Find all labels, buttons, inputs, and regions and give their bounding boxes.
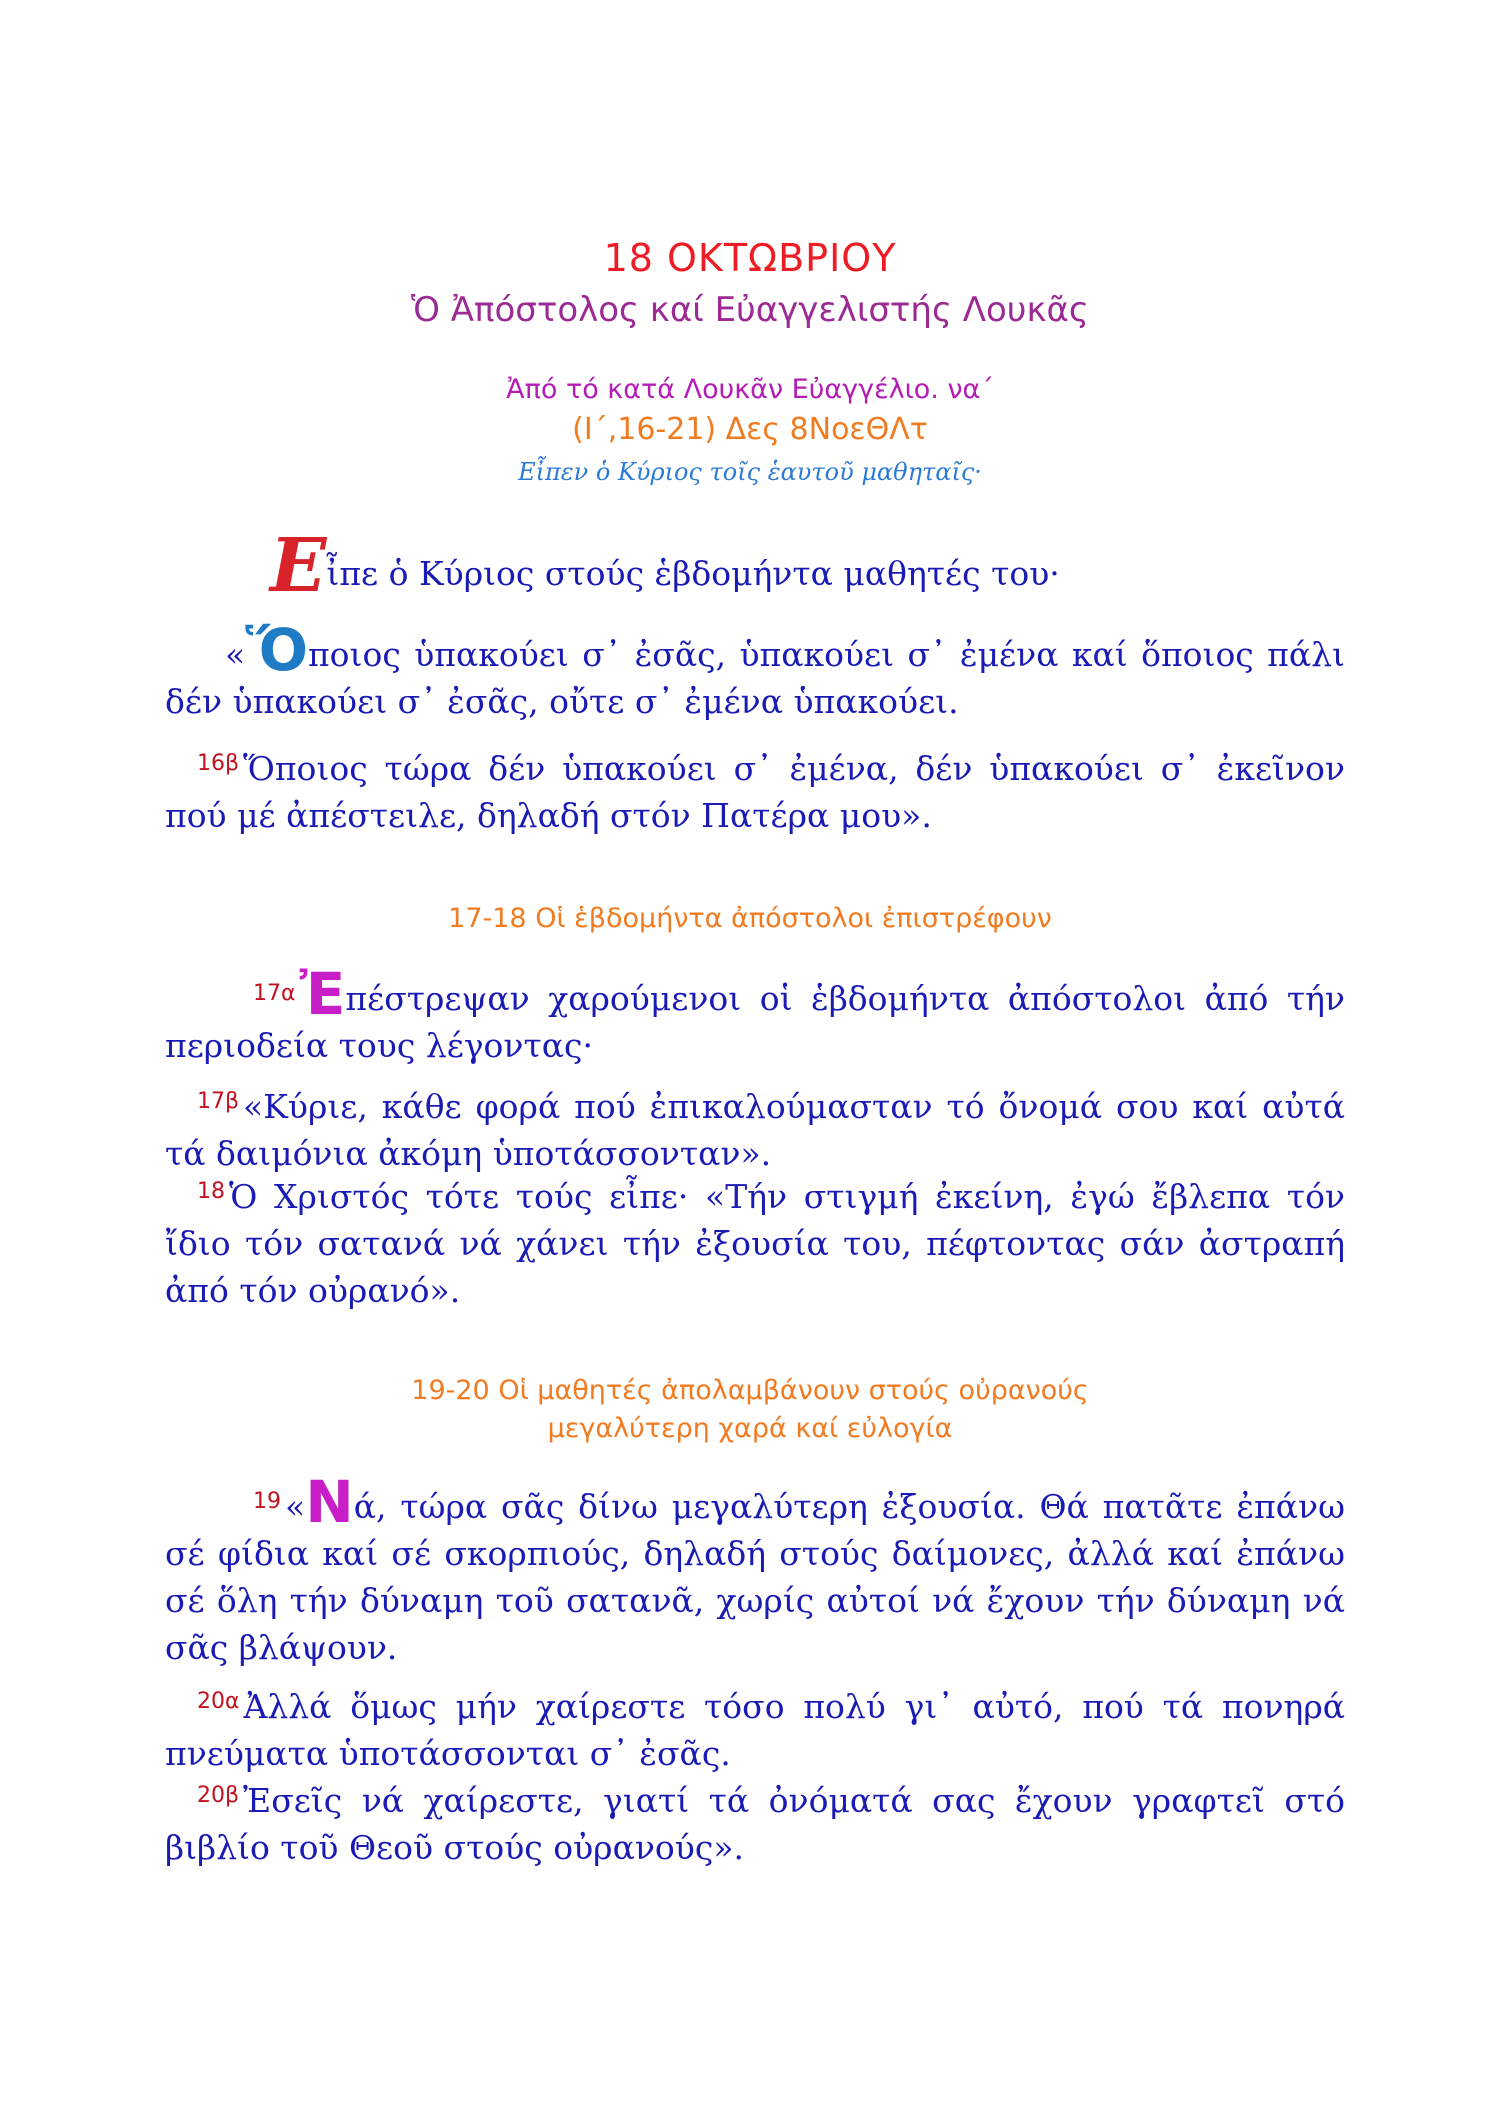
scripture-reference: (Ι΄,16-21) Δες 8ΝοεΘΛτ	[572, 412, 928, 447]
drop-initial: Ν	[305, 1468, 354, 1536]
incipit-line: Εἶπεν ὁ Κύριος τοῖς ἑαυτοῦ μαθηταῖς·	[518, 458, 982, 486]
verse-number: 20α	[197, 1689, 240, 1714]
paragraph-verse-16a	[165, 616, 1345, 725]
paragraph-text: Ὁ Χριστός τότε τούς εἶπε· «Τήν στιγμή ἐκείνη, ἐγώ ἔβλεπα τόν ἴδιο τόν σατανά νά χάνει τήν ἐξουσία του, πέφτοντας σάν ἀστραπή ἀπό τόν οὐρανό».	[165, 1177, 1345, 1310]
opening-quote: «	[225, 635, 246, 674]
drop-initial: Ὅ	[245, 616, 308, 684]
verse-number: 20β	[197, 1783, 240, 1808]
paragraph-verse-19	[165, 1468, 1345, 1671]
paragraph-text: Ἀλλά ὅμως μήν χαίρεστε τόσο πολύ γι᾿ αὐτό, πού τά πονηρά πνεύματα ὑποτάσσονται σ᾿ ἐσᾶς.	[165, 1687, 1345, 1773]
paragraph-verse-17a	[165, 960, 1345, 1069]
saint-title: Ὁ Ἀπόστολος καί Εὐαγγελιστής Λουκᾶς	[411, 290, 1089, 330]
verse-number: 17α	[253, 981, 296, 1006]
paragraph-text: ἶπε ὁ Κύριος στούς ἑβδομήντα μαθητές του·	[326, 554, 1060, 593]
paragraph-verse-16b	[165, 740, 1345, 839]
paragraph-text: πέστρεψαν χαρούμενοι οἱ ἑβδομήντα ἀπόστολοι ἀπό τήν περιοδεία τους λέγοντας·	[165, 979, 1345, 1065]
gospel-source: Ἀπό τό κατά Λουκᾶν Εὐαγγέλιο. να΄	[506, 374, 994, 405]
section-heading-line: μεγαλύτερη χαρά καί εὐλογία	[547, 1413, 953, 1444]
paragraph-verse-20b	[165, 1772, 1345, 1871]
paragraph-text: ποιος ὑπακούει σ᾿ ἐσᾶς, ὑπακούει σ᾿ ἐμένα καί ὅποιος πάλι δέν ὑπακούει σ᾿ ἐσᾶς, οὔτε σ᾿ ἐμένα ὑπακούει.	[165, 635, 1345, 721]
verse-number: 18	[197, 1179, 225, 1204]
paragraph-text: «Κύριε, κάθε φορά πού ἐπικαλούμασταν τό ὄνομά σου καί αὐτά τά δαιμόνια ἀκόμη ὑποτάσσονταν».	[165, 1087, 1345, 1173]
section-heading-line: 19-20 Οἱ μαθητές ἀπολαμβάνουν στούς οὐρανούς	[411, 1375, 1089, 1406]
section-heading: 17-18 Οἱ ἑβδομήντα ἀπόστολοι ἐπιστρέφουν	[448, 903, 1052, 934]
drop-initial: Ἐ	[299, 960, 346, 1028]
verse-number: 17β	[197, 1089, 240, 1114]
verse-number: 16β	[197, 751, 240, 776]
paragraph-text: Ὅποιος τώρα δέν ὑπακούει σ᾿ ἐμένα, δέν ὑπακούει σ᾿ ἐκεῖνον πού μέ ἀπέστειλε, δηλαδή στόν Πατέρα μου».	[165, 749, 1345, 835]
paragraph-verse-17b	[165, 1078, 1345, 1177]
opening-quote: «	[285, 1487, 306, 1526]
paragraph-intro	[165, 523, 1345, 609]
verse-number: 19	[253, 1489, 281, 1514]
paragraph-text: ά, τώρα σᾶς δίνω μεγαλύτερη ἐξουσία. Θά πατᾶτε ἐπάνω σέ φίδια καί σέ σκορπιούς, δηλαδή στούς δαίμονες, ἀλλά καί ἐπάνω σέ ὅλη τήν δύναμη τοῦ σατανᾶ, χωρίς αὐτοί νά ἔχουν τήν δύναμη νά σᾶς βλάψουν.	[165, 1487, 1345, 1667]
paragraph-verse-18	[165, 1168, 1345, 1314]
paragraph-text: Ἐσεῖς νά χαίρεστε, γιατί τά ὀνόματά σας ἔχουν γραφτεῖ στό βιβλίο τοῦ Θεοῦ στούς οὐρανούς».	[165, 1781, 1345, 1867]
page-date-title: 18 ΟΚΤΩΒΡΙΟΥ	[603, 236, 897, 280]
section-heading	[0, 1372, 1500, 1448]
ornate-initial: Ε	[270, 523, 327, 609]
paragraph-verse-20a	[165, 1678, 1345, 1777]
